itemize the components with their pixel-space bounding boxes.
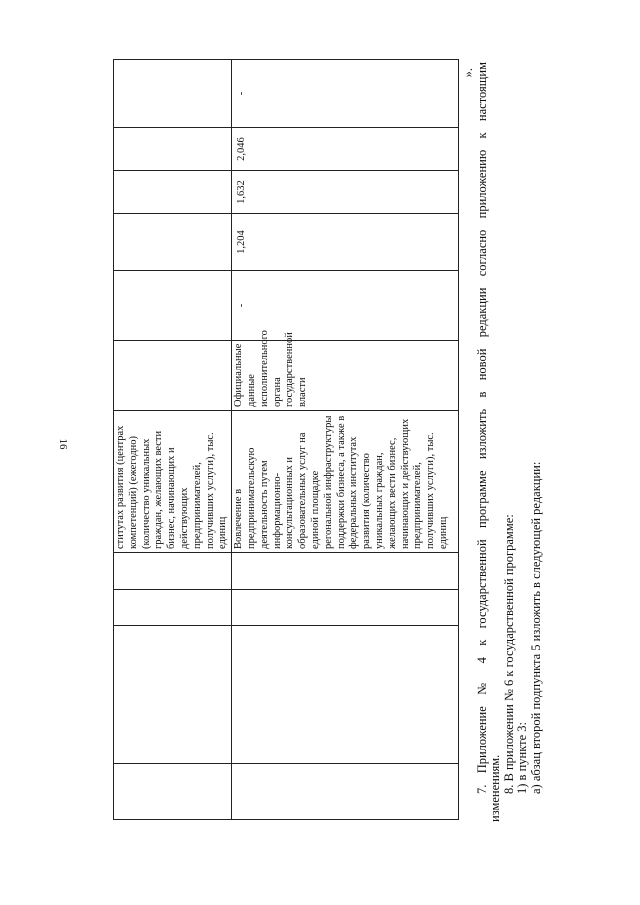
- table-cell: [114, 341, 232, 411]
- value-cell: -: [232, 60, 459, 128]
- table-cell: [232, 553, 459, 590]
- value-cell: 2,046: [232, 128, 459, 171]
- table-cell: [114, 171, 232, 214]
- paragraph-8: 8. В приложении № 6 к государственной программе:: [501, 514, 516, 794]
- table-cell: [114, 271, 232, 341]
- table-cell: [114, 128, 232, 171]
- paragraph-item-a: а) абзац второй подпункта 5 изложить в следующей редакции:: [528, 461, 543, 794]
- body-text: [462, 62, 572, 822]
- table-cell: [114, 764, 232, 820]
- indicator-table: [113, 60, 458, 820]
- indicator-name-cell: Вовлечение в предпринимательскую деятельность путем информационно-консультационных и образовательных услуг на единой площадке регональной инфраструктуры поддержки бизнеса, а также в федеральных институтах развития (количество уникальных граждан, желающих вести бизнес, начинающих и действующих предпринимателей, получивших услуги), тыс. единиц: [232, 411, 459, 553]
- value-cell: 1,632: [232, 171, 459, 214]
- table-cell: [114, 214, 232, 271]
- table-cell: [232, 590, 459, 626]
- value-cell: -: [232, 271, 459, 341]
- paragraph-item-1: 1) в пункте 3:: [515, 722, 530, 794]
- page-number: 16: [57, 438, 69, 450]
- table-cell: [232, 626, 459, 764]
- value-cell: 1,204: [232, 214, 459, 271]
- table-row: [232, 60, 459, 820]
- closing-quote: ».: [461, 68, 475, 78]
- paragraph-7-continued: изменениям.: [488, 754, 503, 822]
- paragraph-7: 7. Приложение № 4 к государственной программе изложить в новой редакции согласно приложению к настоящим: [474, 62, 489, 794]
- table-cell: [114, 626, 232, 764]
- indicator-name-cell: ститутах развития (центрах компетенций) (ежегодно) (количество уникальных граждан, желающих вести бизнес, начинающих и действующих предпринимателей, получивших услуги), тыс. единиц: [114, 411, 232, 553]
- table-row: [114, 60, 232, 820]
- source-cell: Официальные данные исполнительного органа государственной власти: [232, 341, 459, 411]
- table-cell: [114, 553, 232, 590]
- table-cell: [114, 590, 232, 626]
- table-cell: [232, 764, 459, 820]
- table-cell: [114, 60, 232, 128]
